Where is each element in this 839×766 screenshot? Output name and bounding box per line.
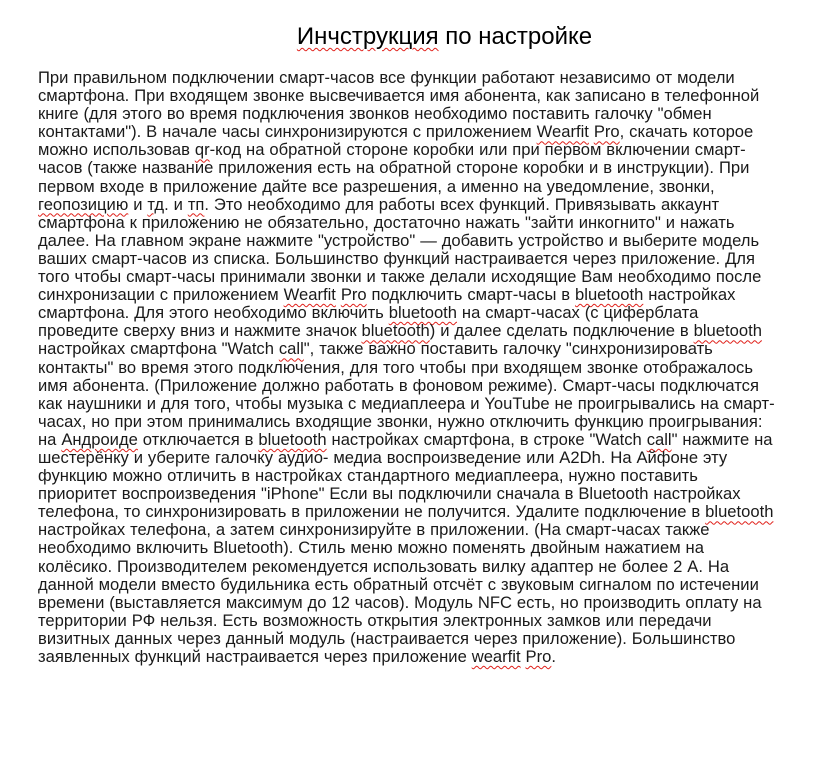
- document-line: синхронизации с приложением Wearfit Pro подключить смарт-часы в bluetooth настройках: [38, 285, 736, 305]
- spellcheck-word: bluetooth: [258, 429, 327, 449]
- document-line: часах, но при этом принимались входящие звонки, нужно отключить функцию проигрывания:: [38, 411, 763, 431]
- document-line: заявленных функций настраивается через приложение wearfit Pro.: [38, 647, 556, 666]
- spellcheck-word: геопозицию: [38, 194, 129, 214]
- document-line: геопозицию и тд. и тп. Это необходимо для работы всех функций. Привязывать аккаунт: [38, 194, 720, 214]
- spellcheck-word: wearfit: [471, 647, 521, 666]
- document-line: данной модели вместо будильника есть обратный отсчёт с звуковым сигналом по истечении: [38, 574, 759, 594]
- spellcheck-word: тд: [147, 194, 165, 214]
- document-line: функцию можно отличить в настройках стандартного медиаплеера, нужно поставить: [38, 466, 698, 486]
- document-line: как наушники и для того, чтобы музыка с медиаплеера и YouTube не проигрывались на смарт-: [38, 393, 775, 413]
- document-line: настройках смартфона "Watch call", также важно поставить галочку "синхронизировать: [38, 339, 713, 359]
- document-line: визитных данных через данный модуль (настраивается через приложение). Большинство: [38, 628, 736, 648]
- spellcheck-word: тп: [187, 194, 205, 214]
- document-line: смартфона к приложению не обязательно, достаточно нажать "зайти инкогнито" и нажать: [38, 212, 735, 232]
- document-line: настройках телефона, а затем синхронизируйте в приложении. (На смарт-часах также: [38, 520, 710, 540]
- document-line: смартфона. Для этого необходимо включить bluetooth на смарт-часах (с циферблата: [38, 303, 699, 323]
- document-line: имя абонента. (Приложение должно работать в фоновом режиме). Смарт-часы подключатся: [38, 375, 759, 395]
- spellcheck-word: bluetooth: [693, 321, 762, 341]
- document-line: колёсико. Производителем рекомендуется использовать вилку адаптер не более 2 А. На: [38, 556, 730, 576]
- document-body: [38, 69, 828, 666]
- document-line: приоритет воспроизведения "iPhone" Если вы подключили сначала в Bluetooth настройках: [38, 484, 741, 504]
- spellcheck-word: bluetooth: [361, 321, 430, 341]
- spellcheck-word: call: [646, 429, 672, 449]
- document-line: можно использовав qr-код на обратной стороне коробки или при первом включении смарт-: [38, 140, 746, 160]
- spellcheck-word: Андроиде: [61, 429, 138, 449]
- document-line: того чтобы смарт-часы принимали звонки и также делали исходящие Вам необходимо после: [38, 267, 762, 287]
- spellcheck-word: bluetooth: [388, 303, 458, 323]
- document-line: необходимо включить Bluetooth). Стиль меню можно поменять двойным нажатием на: [38, 538, 704, 558]
- spellcheck-word: bluetooth: [575, 285, 644, 305]
- document-line: на Андроиде отключается в bluetooth настройках смартфона, в строке "Watch call" нажмите на: [38, 429, 773, 449]
- document-line: При правильном подключении смарт-часов все функции работают независимо от модели: [38, 68, 735, 87]
- spellcheck-word: Wearfit: [283, 285, 336, 305]
- document-line: телефона, то синхронизировать в приложении не получится. Удалите подключение в bluetooth: [38, 502, 774, 522]
- document-line: контакты" во время этого подключения, для того чтобы при входящем звонке отображалось: [38, 357, 753, 377]
- spellcheck-word: Инчструкция: [296, 23, 439, 50]
- document-title: Инчструкция по настройке: [296, 23, 593, 50]
- document-line: первом входе в приложение дайте все разрешения, а именно на уведомление, звонки,: [38, 176, 715, 196]
- document-line: далее. На главном экране нажмите "устройство" — добавить устройство и выберите модель: [38, 230, 760, 250]
- document-line: территории РФ нельзя. Есть возможность открытия электронных замков или передачи: [38, 610, 712, 630]
- spellcheck-word: qr: [194, 140, 210, 160]
- spellcheck-word: Pro: [525, 647, 552, 666]
- document-line: смартфона. При входящем звонке высвечивается имя абонента, как записано в телефонной: [38, 86, 760, 106]
- document-line: контактами"). В начале часы синхронизируются с приложением Wearfit Pro, скачать которое: [38, 122, 754, 142]
- document-line: времени (выставляется максимум до 12 часов). Модуль NFC есть, но производить оплату на: [38, 592, 762, 612]
- spellcheck-word: call: [278, 339, 304, 359]
- document-line: книге (для этого во время подключения звонков необходимо поставить галочку "обмен: [38, 104, 712, 124]
- document-line: проведите сверху вниз и нажмите значок bluetooth) и далее сделать подключение в bluetooth: [38, 321, 762, 341]
- spellcheck-word: Pro: [593, 122, 620, 142]
- document-line: шестерёнку и уберите галочку аудио- медиа воспроизведение или A2Dh. На Айфоне эту: [38, 447, 728, 467]
- document-line: ваших смарт-часов из списка. Большинство функций настраивается через приложение. Для: [38, 248, 755, 268]
- document-line: часов (также название приложения есть на обратной стороне коробки и в инструкции). При: [38, 158, 750, 178]
- spellcheck-word: bluetooth: [705, 502, 774, 522]
- spellcheck-word: Wearfit: [536, 122, 589, 142]
- spellcheck-word: Pro: [340, 285, 367, 305]
